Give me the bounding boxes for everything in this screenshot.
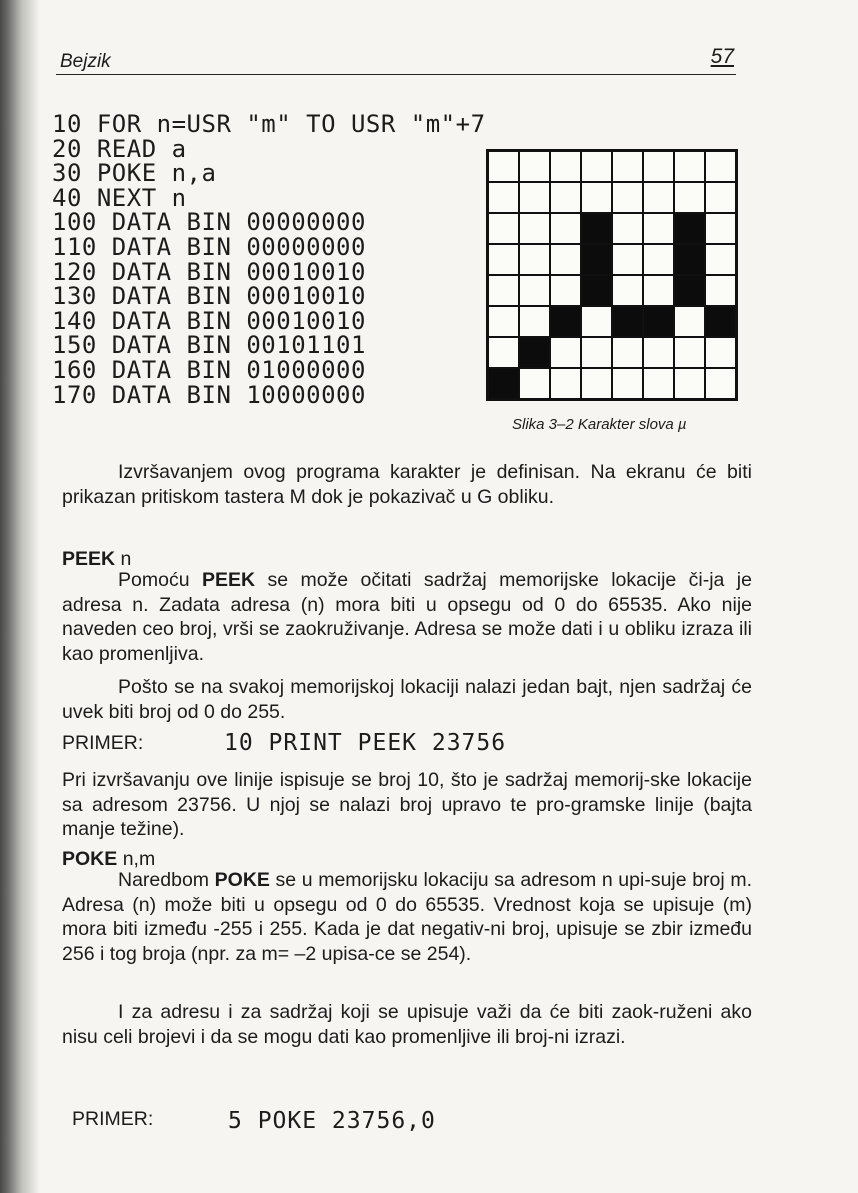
grid-cell-filled <box>488 368 519 399</box>
peek-p1-pre: Pomoću <box>118 569 202 591</box>
grid-cell-empty <box>550 275 581 306</box>
poke-p1-keyword: POKE <box>214 869 270 891</box>
grid-cell-filled <box>550 306 581 337</box>
grid-cell-empty <box>612 244 643 275</box>
grid-cell-empty <box>705 368 736 399</box>
poke-primer-label: PRIMER: <box>72 1108 154 1130</box>
grid-cell-empty <box>488 151 519 182</box>
grid-cell-empty <box>612 337 643 368</box>
grid-cell-empty <box>581 337 612 368</box>
program-line: 150 DATA BIN 00101101 <box>52 331 366 360</box>
peek-primer-label: PRIMER: <box>62 732 144 754</box>
grid-cell-filled <box>612 306 643 337</box>
grid-cell-empty <box>705 275 736 306</box>
program-line: 30 POKE n,a <box>52 159 217 188</box>
grid-cell-empty <box>612 182 643 213</box>
grid-cell-empty <box>550 337 581 368</box>
grid-cell-empty <box>612 151 643 182</box>
peek-primer-code: 10 PRINT PEEK 23756 <box>224 730 507 756</box>
page-binding-edge <box>0 0 40 1193</box>
poke-keyword: POKE <box>62 848 118 870</box>
grid-cell-filled <box>581 213 612 244</box>
program-line: 10 FOR n=USR "m" TO USR "m"+7 <box>52 110 486 138</box>
program-line: 140 DATA BIN 00010010 <box>52 306 366 335</box>
grid-cell-filled <box>705 306 736 337</box>
grid-cell-empty <box>519 244 550 275</box>
grid-cell-filled <box>674 244 705 275</box>
poke-p1-pre: Naredbom <box>118 869 215 891</box>
grid-cell-empty <box>488 244 519 275</box>
grid-cell-empty <box>488 337 519 368</box>
grid-cell-empty <box>674 337 705 368</box>
poke-arg: n,m <box>122 848 156 870</box>
grid-cell-empty <box>550 151 581 182</box>
page-header <box>56 44 736 75</box>
poke-paragraph-1 <box>62 868 752 966</box>
character-grid <box>486 149 738 401</box>
program-listing <box>52 112 486 407</box>
grid-cell-empty <box>550 368 581 399</box>
grid-cell-empty <box>674 151 705 182</box>
program-line: 170 DATA BIN 10000000 <box>52 380 366 409</box>
peek-paragraph-2 <box>62 675 752 724</box>
peek-p1-text: se može očitati sadržaj memorijske lokacije či-ja je adresa n. Zadata adresa (n) mora biti u opsegu od 0 do 65535. Ako nije naveden ceo broj, vrši se zaokruživanje. Adresa se može dati i u obliku izraza ili kao promenljiva. <box>62 569 752 665</box>
grid-cell-empty <box>643 275 674 306</box>
grid-cell-empty <box>581 368 612 399</box>
grid-cell-empty <box>488 182 519 213</box>
grid-cell-empty <box>643 151 674 182</box>
grid-cell-empty <box>488 213 519 244</box>
grid-cell-empty <box>674 368 705 399</box>
header-title: Bejzik <box>60 51 111 72</box>
poke-paragraph-2 <box>62 1000 752 1049</box>
peek-p1-keyword: PEEK <box>201 569 256 591</box>
grid-cell-filled <box>581 275 612 306</box>
grid-cell-empty <box>612 213 643 244</box>
figure-caption: Slika 3–2 Karakter slova µ <box>512 416 687 433</box>
peek-arg: n <box>120 548 132 570</box>
grid-cell-empty <box>550 213 581 244</box>
program-line: 100 DATA BIN 00000000 <box>52 208 366 237</box>
grid-cell-empty <box>488 306 519 337</box>
grid-cell-empty <box>643 244 674 275</box>
grid-cell-empty <box>519 151 550 182</box>
program-line: 160 DATA BIN 01000000 <box>52 355 366 384</box>
peek-keyword: PEEK <box>62 548 116 570</box>
grid-cell-empty <box>612 275 643 306</box>
grid-cell-empty <box>705 182 736 213</box>
grid-cell-empty <box>581 182 612 213</box>
grid-cell-empty <box>674 306 705 337</box>
peek-p3-text: Pri izvršavanju ove linije ispisuje se broj 10, što je sadržaj memorij-ske lokacije sa adresom 23756. U njoj se nalazi broj upravo te pro-gramske linije (bajta manje težine). <box>62 769 752 841</box>
grid-cell-empty <box>550 244 581 275</box>
grid-cell-empty <box>550 182 581 213</box>
grid-cell-empty <box>643 337 674 368</box>
grid-cell-empty <box>519 275 550 306</box>
intro-paragraph <box>62 460 752 509</box>
grid-cell-empty <box>643 368 674 399</box>
grid-cell-empty <box>488 275 519 306</box>
grid-cell-empty <box>705 244 736 275</box>
grid-cell-empty <box>705 151 736 182</box>
page-number: 57 <box>710 45 734 68</box>
grid-cell-empty <box>519 182 550 213</box>
poke-p1-text: se u memorijsku lokaciju sa adresom n upi-suje broj m. Adresa (n) može biti u opsegu od 0 do 65535. Vrednost koja se upisuje (m) mora biti između -255 i 255. Kada je dat negativ-ni broj, upisuje se zbir između 256 i tog broja (npr. za m= –2 upisa-ce se 254). <box>62 869 752 965</box>
grid-cell-empty <box>643 213 674 244</box>
grid-cell-empty <box>519 306 550 337</box>
grid-cell-empty <box>705 213 736 244</box>
grid-cell-filled <box>674 275 705 306</box>
program-line: 40 NEXT n <box>52 183 187 212</box>
grid-cell-empty <box>674 182 705 213</box>
grid-cell-filled <box>519 337 550 368</box>
grid-cell-filled <box>643 306 674 337</box>
poke-p2-text: I za adresu i za sadržaj koji se upisuje važi da će biti zaok-ruženi ako nisu celi brojevi i da se mogu dati kao promenljive ili broj-ni izrazi. <box>62 1001 752 1048</box>
program-line: 120 DATA BIN 00010010 <box>52 257 366 286</box>
grid-cell-empty <box>612 368 643 399</box>
grid-cell-empty <box>581 306 612 337</box>
grid-cell-empty <box>643 182 674 213</box>
intro-text: Izvršavanjem ovog programa karakter je definisan. Na ekranu će biti prikazan pritiskom tastera M dok je pokazivač u G obliku. <box>62 461 752 508</box>
poke-primer-code: 5 POKE 23756,0 <box>228 1108 436 1134</box>
peek-paragraph-1 <box>62 568 752 666</box>
grid-cell-empty <box>705 337 736 368</box>
program-line: 20 READ a <box>52 134 187 163</box>
program-line: 110 DATA BIN 00000000 <box>52 232 366 261</box>
grid-cell-empty <box>519 213 550 244</box>
peek-p2-text: Pošto se na svakoj memorijskoj lokaciji nalazi jedan bajt, njen sadržaj će uvek biti broj od 0 do 255. <box>62 676 752 723</box>
grid-cell-empty <box>581 151 612 182</box>
peek-paragraph-3 <box>62 768 752 842</box>
grid-cell-filled <box>581 244 612 275</box>
program-line: 130 DATA BIN 00010010 <box>52 282 366 311</box>
grid-cell-filled <box>674 213 705 244</box>
grid-cell-empty <box>519 368 550 399</box>
